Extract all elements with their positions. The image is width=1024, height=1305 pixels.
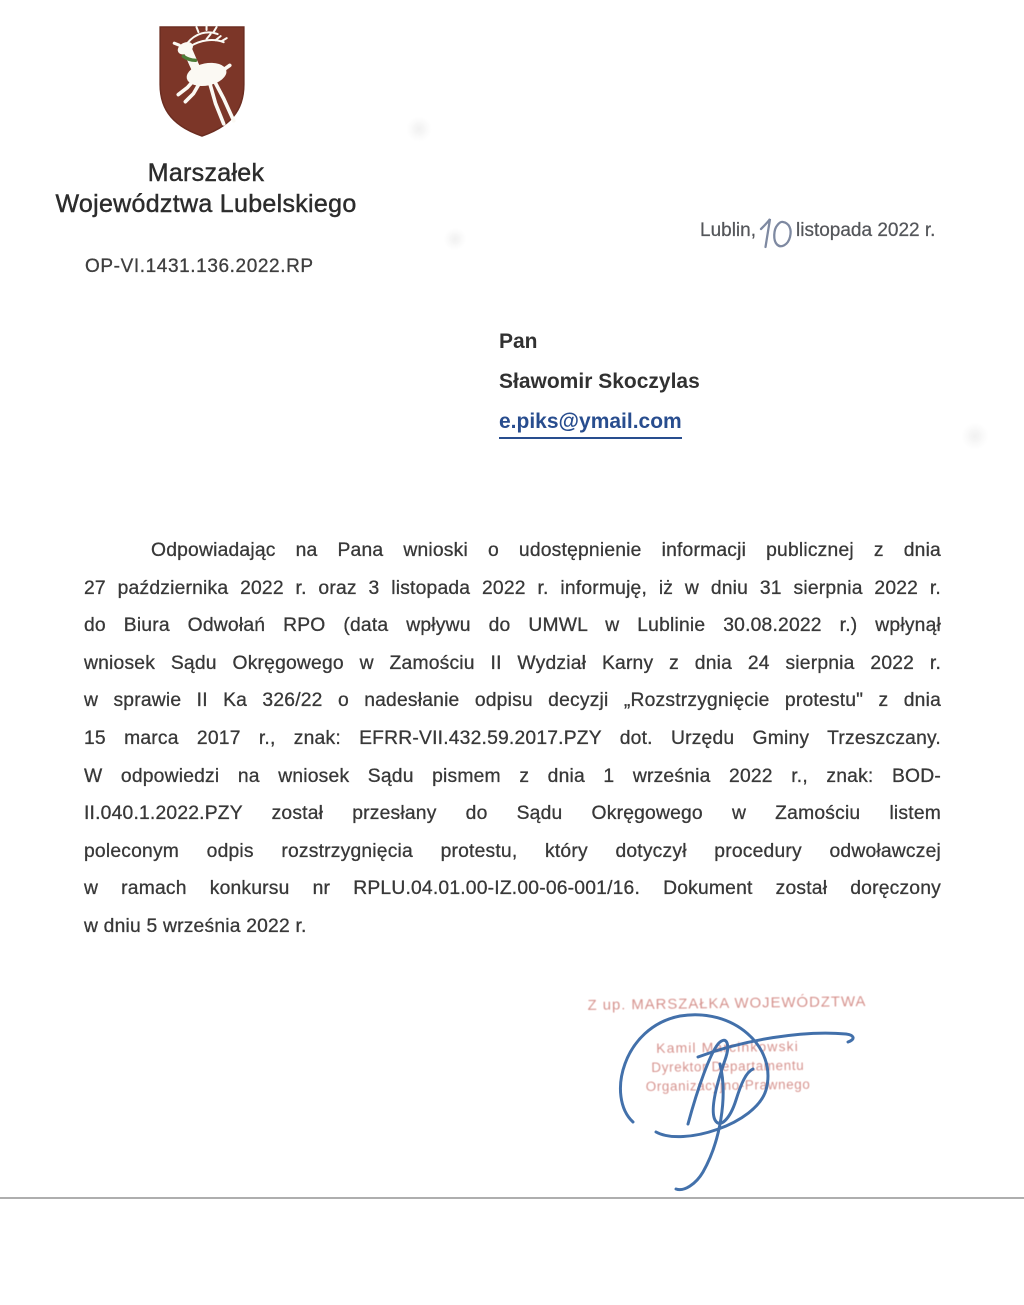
scan-smudge (402, 112, 436, 146)
recipient-name: Sławomir Skoczylas (499, 370, 700, 393)
body-line: do Biura Odwołań RPO (data wpływu do UMWL w Lublinie 30.08.2022 r.) wpłynął (84, 615, 941, 637)
recipient-block (499, 322, 700, 442)
sender-header (26, 158, 386, 220)
lubelskie-coat-of-arms-icon (154, 24, 250, 139)
body-line: w sprawie II Ka 326/22 o nadesłanie odpisu decyzji „Rozstrzygnięcie protestu" z dnia (84, 690, 941, 712)
scan-smudge (440, 224, 470, 254)
date-city: Lublin, (700, 220, 756, 241)
stamp-authorization-line: Z up. MARSZAŁKA WOJEWÓDZTWA (587, 993, 867, 1014)
body-line: 15 marca 2017 r., znak: EFRR-VII.432.59.2017.PZY dot. Urzędu Gminy Trzeszczany. (84, 727, 941, 749)
page-bottom-divider (0, 1197, 1024, 1199)
letter-body (84, 532, 941, 946)
body-line: w dniu 5 września 2022 r. (84, 915, 307, 937)
sender-title-line1: Marszałek (147, 159, 265, 187)
body-line: W odpowiedzi na wniosek Sądu pismem z dnia 1 września 2022 r., znak: BOD- (84, 765, 941, 787)
stamp-signer-title-line1: Dyrektor Departamentu (651, 1057, 805, 1076)
stamp-signer-title-line2: Organizacyjno-Prawnego (645, 1076, 811, 1095)
scan-smudge (955, 420, 995, 452)
sender-title-line2: Województwa Lubelskiego (55, 190, 357, 218)
date-rest: listopada 2022 r. (796, 220, 936, 241)
body-line: 27 października 2022 r. oraz 3 listopada 2022 r. informuję, iż w dniu 31 sierpnia 2022 r. (84, 577, 941, 599)
stamp-signer-name: Kamil Marcinkowski (656, 1038, 799, 1056)
body-line: w ramach konkursu nr RPLU.04.01.00-IZ.00-06-001/16. Dokument został doręczony (84, 878, 941, 900)
body-line: wniosek Sądu Okręgowego w Zamościu II Wydział Karny z dnia 24 sierpnia 2022 r. (84, 652, 941, 674)
body-line: poleconym odpis rozstrzygnięcia protestu, który dotyczył procedury odwoławczej (84, 840, 941, 862)
reference-number: OP-VI.1431.136.2022.RP (85, 256, 314, 277)
recipient-email-link[interactable]: e.piks@ymail.com (499, 407, 682, 439)
body-line: II.040.1.2022.PZY został przesłany do Sądu Okręgowego w Zamościu listem (84, 803, 941, 825)
place-and-date (700, 216, 935, 250)
body-line: Odpowiadając na Pana wnioski o udostępnienie informacji publicznej z dnia (151, 540, 941, 561)
handwritten-day-icon (757, 216, 795, 250)
handwritten-signature (588, 1002, 878, 1197)
recipient-salutation: Pan (499, 330, 538, 353)
